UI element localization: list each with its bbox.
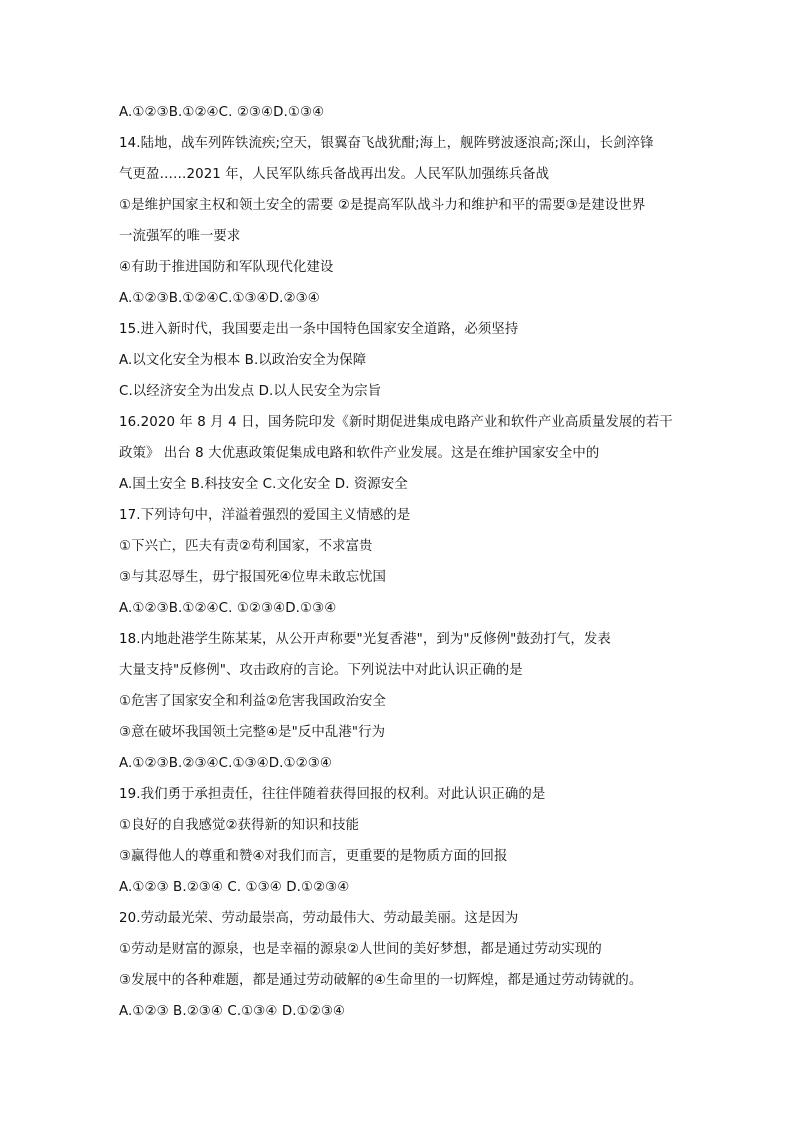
q14-statement-line-2: 一流强军的唯一要求 xyxy=(119,229,241,244)
q15-stem: 15.进入新时代，我国要走出一条中国特色国家安全道路，必须坚持 xyxy=(119,322,519,337)
q19-stem: 19.我们勇于承担责任，往往伴随着获得回报的权利。对此认识正确的是 xyxy=(119,787,546,802)
q19-options: A.①②③ B.②③④ C. ①③④ D.①②③④ xyxy=(119,880,350,895)
q18-statement-line-1: ①危害了国家安全和利益②危害我国政治安全 xyxy=(119,694,387,709)
q17-options: A.①②③B.①②④C. ①②③④D.①③④ xyxy=(119,601,337,616)
q16-stem-line-1: 16.2020 年 8 月 4 日，国务院印发《新时期促进集成电路产业和软件产业高质量发展的若干 xyxy=(119,415,673,430)
q14-statement-line-3: ④有助于推进国防和军队现代化建设 xyxy=(119,260,334,275)
q14-stem-line-2: 气更盈……2021 年，人民军队练兵备战再出发。人民军队加强练兵备战 xyxy=(119,167,550,182)
q18-options: A.①②③B.②③④C.①③④D.①②③④ xyxy=(119,756,332,771)
q14-statement-line-1: ①是维护国家主权和领土安全的需要 ②是提高军队战斗力和维护和平的需要③是建设世界 xyxy=(119,198,646,213)
q20-statement-line-1: ①劳动是财富的源泉，也是幸福的源泉②人世间的美好梦想，都是通过劳动实现的 xyxy=(119,942,602,957)
q16-stem-line-2: 政策》 出台 8 大优惠政策促集成电路和软件产业发展。这是在维护国家安全中的 xyxy=(119,446,600,461)
q18-stem-line-2: 大量支持"反修例"、攻击政府的言论。下列说法中对此认识正确的是 xyxy=(119,663,523,678)
q17-statement-line-2: ③与其忍辱生，毋宁报国死④位卑未敢忘忧国 xyxy=(119,570,387,585)
q17-stem: 17.下列诗句中，洋溢着强烈的爱国主义情感的是 xyxy=(119,508,411,523)
q19-statement-line-1: ①良好的自我感觉②获得新的知识和技能 xyxy=(119,818,360,833)
q20-stem: 20.劳动最光荣、劳动最崇高，劳动最伟大、劳动最美丽。这是因为 xyxy=(119,911,519,926)
q14-options: A.①②③B.①②④C.①③④D.②③④ xyxy=(119,291,320,306)
q20-options: A.①②③ B.②③④ C.①③④ D.①②③④ xyxy=(119,1004,346,1019)
q19-statement-line-2: ③赢得他人的尊重和赞④对我们而言，更重要的是物质方面的回报 xyxy=(119,849,508,864)
q16-options: A.国土安全 B.科技安全 C.文化安全 D. 资源安全 xyxy=(119,477,408,492)
q13-options: A.①②③B.①②④C. ②③④D.①③④ xyxy=(119,105,325,120)
q18-stem-line-1: 18.内地赴港学生陈某某，从公开声称要"光复香港"，到为"反修例"鼓劲打气，发表 xyxy=(119,632,611,647)
q18-statement-line-2: ③意在破坏我国领土完整④是"反中乱港"行为 xyxy=(119,725,386,740)
q17-statement-line-1: ①下兴亡，匹夫有责②苟利国家，不求富贵 xyxy=(119,539,373,554)
q14-stem-line-1: 14.陆地，战车列阵铁流疾;空天，银翼奋飞战犹酣;海上，舰阵劈波逐浪高;深山，长剑淬锋 xyxy=(119,136,654,151)
q15-options-line-2: C.以经济安全为出发点 D.以人民安全为宗旨 xyxy=(119,384,382,399)
q15-options-line-1: A.以文化安全为根本 B.以政治安全为保障 xyxy=(119,353,367,368)
q20-statement-line-2: ③发展中的各种难题，都是通过劳动破解的④生命里的一切辉煌，都是通过劳动铸就的。 xyxy=(119,973,643,988)
